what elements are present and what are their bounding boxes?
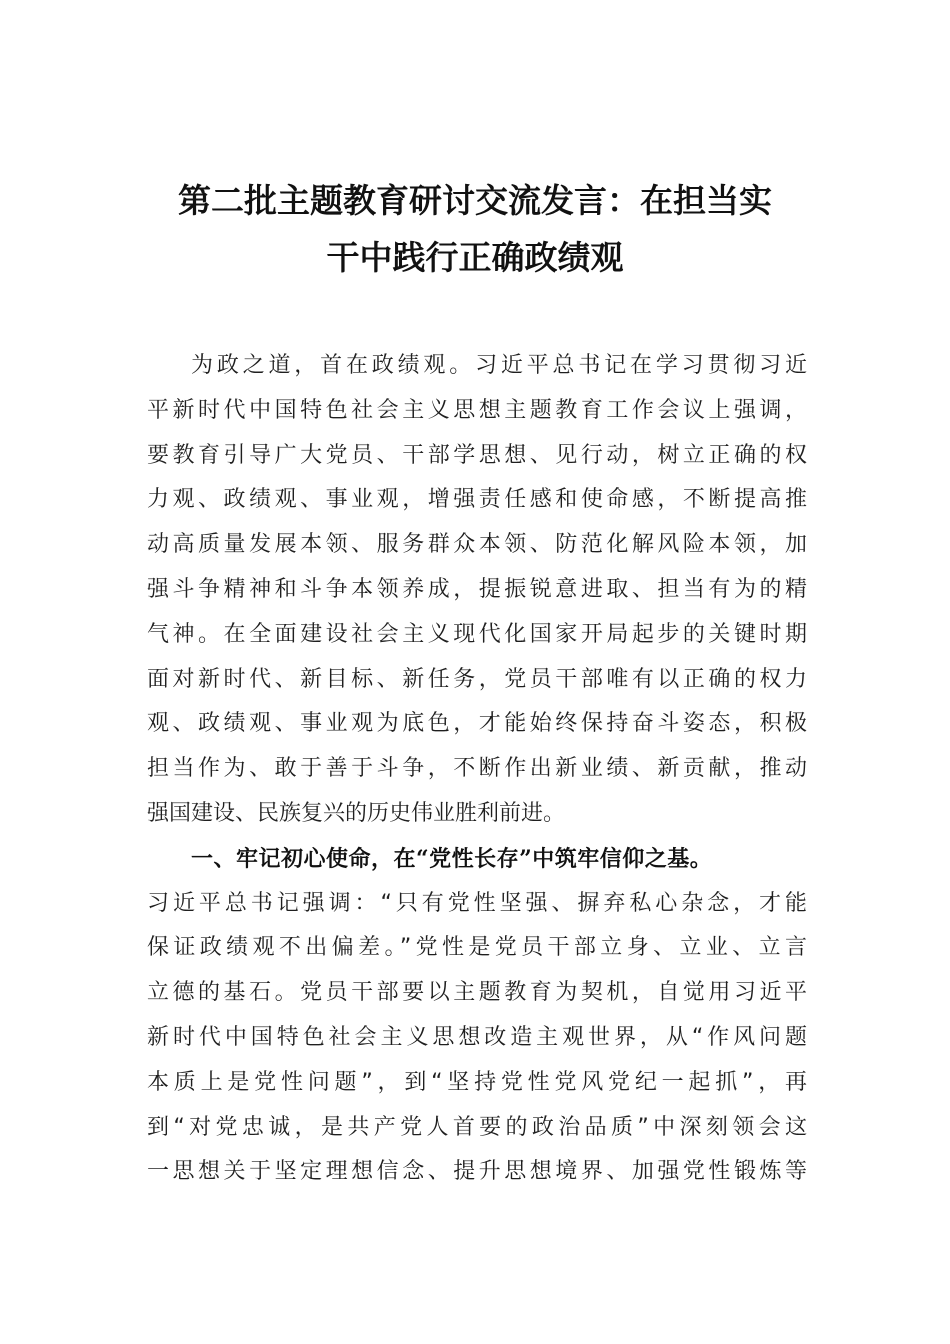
paragraph-line: 本质上是党性问题”，到“坚持党性党风党纪一起抓”，再 <box>147 1069 807 1095</box>
paragraph-line: 观、政绩观、事业观为底色，才能始终保持奋斗姿态，积极 <box>147 711 807 737</box>
paragraph-line: 担当作为、敢于善于斗争，不断作出新业绩、新贡献，推动 <box>147 756 807 782</box>
title-line-1: 第二批主题教育研讨交流发言：在担当实 <box>178 181 772 220</box>
paragraph-line: 保证政绩观不出偏差。”党性是党员干部立身、立业、立言 <box>147 935 807 961</box>
paragraph-line: 动高质量发展本领、服务群众本领、防范化解风险本领，加 <box>147 532 807 558</box>
paragraph-line: 习近平总书记强调：“只有党性坚强、摒弃私心杂念，才能 <box>147 890 807 916</box>
paragraph-line: 一思想关于坚定理想信念、提升思想境界、加强党性锻炼等 <box>147 1159 807 1185</box>
paragraph-line: 新时代中国特色社会主义思想改造主观世界，从“作风问题 <box>147 1024 807 1050</box>
paragraph-line: 要教育引导广大党员、干部学思想、见行动，树立正确的权 <box>147 442 807 468</box>
document-title <box>140 172 810 286</box>
paragraph-line: 强斗争精神和斗争本领养成，提振锐意进取、担当有为的精 <box>147 576 807 602</box>
paragraph-line: 到“对党忠诚，是共产党人首要的政治品质”中深刻领会这 <box>147 1114 807 1140</box>
paragraph-line: 气神。在全面建设社会主义现代化国家开局起步的关键时期 <box>147 621 807 647</box>
paragraph-line: 力观、政绩观、事业观，增强责任感和使命感，不断提高推 <box>147 487 807 513</box>
document-body <box>147 344 807 1195</box>
paragraph-line: 立德的基石。党员干部要以主题教育为契机，自觉用习近平 <box>147 980 807 1006</box>
section-heading: 一、牢记初心使命，在“党性长存”中筑牢信仰之基。 <box>191 845 713 872</box>
paragraph-line: 强国建设、民族复兴的历史伟业胜利前进。 <box>147 800 566 826</box>
paragraph-line: 为政之道，首在政绩观。习近平总书记在学习贯彻习近 <box>191 353 807 378</box>
paragraph-line: 面对新时代、新目标、新任务，党员干部唯有以正确的权力 <box>147 666 807 692</box>
title-line-2: 干中践行正确政绩观 <box>326 238 624 277</box>
paragraph-line: 平新时代中国特色社会主义思想主题教育工作会议上强调， <box>147 397 807 423</box>
